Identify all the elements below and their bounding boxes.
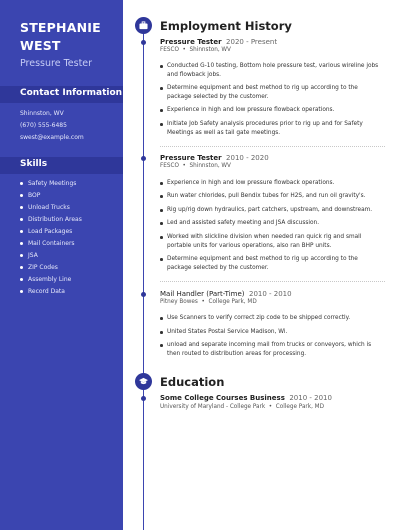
bullet-icon [20,242,23,245]
bullet-icon [20,230,23,233]
bullet-icon [160,109,163,112]
job-bullet: United States Postal Service Madison, Wi. [160,328,382,337]
sidebar: STEPHANIE WEST Pressure Tester Contact Information Shinnston, WV (670) 555-6485 swest@example.com Skills Safety Meetings BOP Unload Trucks Distribution Areas Load Packages Mail Containers JSA ZIP Codes Assembly Line Record Data [0,0,123,530]
job-title-line [160,38,277,46]
bullet-icon [160,344,163,347]
bullet-icon [160,123,163,126]
bullet-icon [20,266,23,269]
job-bullet: Led and assisted safety meeting and JSA discussion. [160,219,382,228]
timeline-line [143,26,144,530]
bullet-icon [20,290,23,293]
bullet-icon [160,236,163,239]
job-title-line [160,290,292,298]
job-bullet: Rig up/rig down hydraulics, part catchers, upstream, and downstream. [160,206,382,215]
job-company: FESCO [160,47,179,53]
education-title: Some College Courses Business [160,394,285,402]
bullet-icon [160,331,163,334]
job-bullet: unload and separate incoming mail from trucks or conveyors, which is then routed to distribution areas for processing. [160,341,382,358]
contact-section-header [0,86,123,103]
bullet-icon [160,65,163,68]
divider [160,281,385,283]
job-dates: 2010 - 2010 [248,290,292,298]
bullet-icon [20,278,23,281]
candidate-title: Pressure Tester [20,58,93,69]
job-location: Shinnston, WV [189,163,231,169]
skills-section-header [0,157,123,174]
skills-heading: Skills [20,159,48,169]
job-dates: 2010 - 2020 [226,154,269,162]
timeline-dot [141,292,146,297]
job-title: Pressure Tester [160,38,222,46]
job-bullet: Worked with slickline division when needed ran quick rig and small portable units for various operations, also ran BHP units. [160,233,382,250]
bullet-icon [160,182,163,185]
job-company: FESCO [160,163,179,169]
job-dates: 2020 - Present [226,38,278,46]
job-bullet: Initiate Job Safety analysis procedures prior to rig up and for Safety Meetings as well as tail gate meetings. [160,120,382,137]
contact-heading: Contact Information [20,88,123,98]
education-meta: University of Maryland - College Park • College Park, MD [160,404,324,410]
bullet-icon [160,87,163,90]
job-bullet: Use Scanners to verify correct zip code to be shipped correctly. [160,314,382,323]
bullet-icon [160,209,163,212]
bullet-icon [20,254,23,257]
job-location: Shinnston, WV [189,47,231,53]
job-title: Mail Handler (Part-Time) [160,290,245,298]
bullet-icon [160,195,163,198]
education-location: College Park, MD [275,404,324,410]
bullet-icon [160,317,163,320]
bullet-icon [160,258,163,261]
timeline-dot [141,40,146,45]
bullet-icon [20,206,23,209]
job-meta: FESCO • Shinnston, WV [160,47,231,53]
briefcase-icon [135,17,152,34]
job-bullet: Determine equipment and best method to rig up according to the package selected by the customer. [160,84,382,101]
education-title-line [160,394,332,402]
bullet-icon [20,182,23,185]
job-bullet: Run water chlorides, pull Bendix tubes for H2S, and run oil gravity's. [160,192,382,201]
job-title-line [160,154,269,162]
education-dates: 2010 - 2010 [289,394,332,402]
name-last: WEST [20,38,61,53]
bullet-icon [20,218,23,221]
job-bullet: Experience in high and low pressure flowback operations. [160,179,382,188]
job-title: Pressure Tester [160,154,222,162]
job-bullet: Conducted G-10 testing, Bottom hole pressure test, various wireline jobs and flowback jobs. [160,62,382,79]
name-first: STEPHANIE [20,20,101,35]
job-meta: Pitney Bowes • College Park, MD [160,299,257,305]
job-company: Pitney Bowes [160,299,198,305]
job-bullet: Experience in high and low pressure flowback operations. [160,106,382,115]
job-bullet: Determine equipment and best method to rig up according to the package selected by the customer. [160,255,382,272]
education-heading: Education [160,375,225,389]
bullet-icon [20,194,23,197]
employment-heading: Employment History [160,19,292,33]
divider [160,146,385,148]
contact-email[interactable]: swest@example.com [20,134,84,141]
timeline-dot [141,396,146,401]
contact-phone[interactable]: (670) 555-6485 [20,122,67,129]
job-meta: FESCO • Shinnston, WV [160,163,231,169]
bullet-icon [160,222,163,225]
timeline-dot [141,156,146,161]
job-location: College Park, MD [208,299,257,305]
education-school: University of Maryland - College Park [160,404,266,410]
graduation-cap-icon [135,373,152,390]
candidate-name [20,19,101,55]
contact-location: Shinnston, WV [20,110,64,117]
